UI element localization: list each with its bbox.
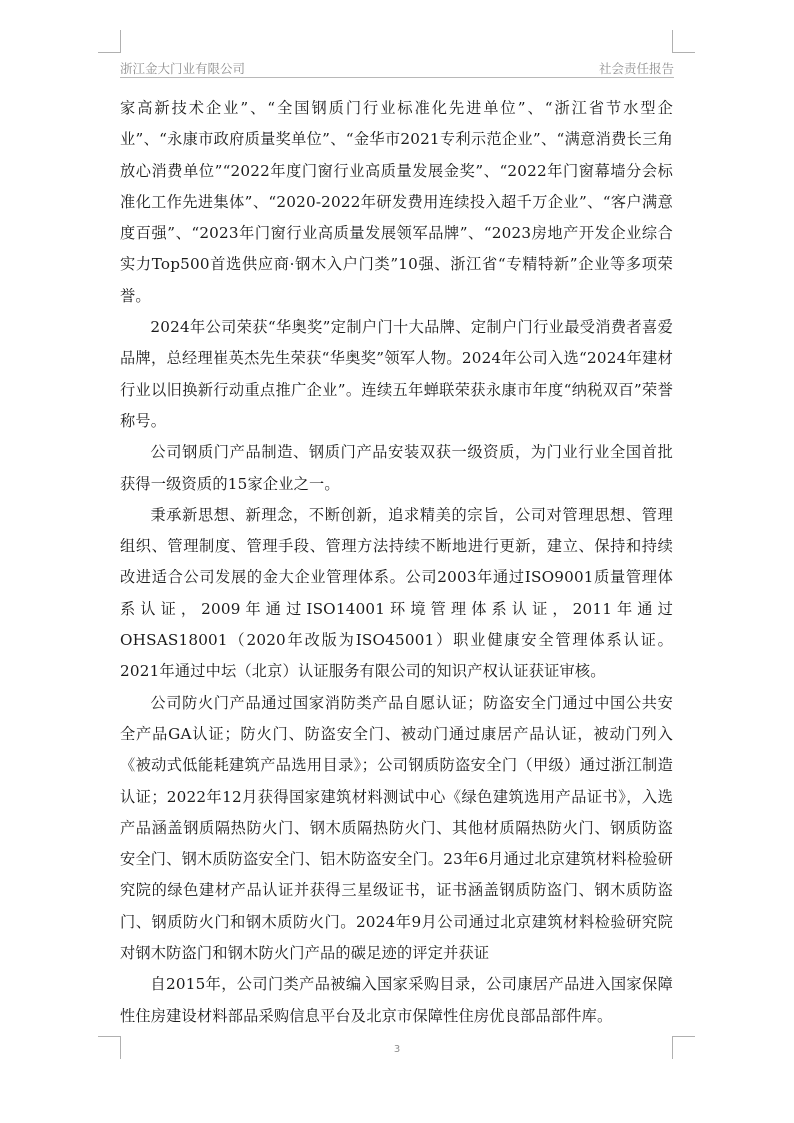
header-report-title: 社会责任报告	[598, 61, 674, 76]
document-body	[120, 93, 673, 1032]
paragraph-management-system: 秉承新思想、新理念，不断创新，追求精美的宗旨，公司对管理思想、管理组织、管理制度、管理手段、管理方法持续不断地进行更新，建立、保持和持续改进适合公司发展的金大企业管理体系。公司2003年通过ISO9001质量管理体系认证，2009年通过ISO14001环境管理体系认证，2011年通过OHSAS18001（2020年改版为ISO45001）职业健康安全管理体系认证。2021年通过中坛（北京）认证服务有限公司的知识产权认证获证审核。	[120, 505, 673, 681]
paragraph-product-certifications: 公司防火门产品通过国家消防类产品自愿认证；防盗安全门通过中国公共安全产品GA认证；防火门、防盗安全门、被动门通过康居产品认证，被动门列入《被动式低能耗建筑产品选用目录》；公司钢质防盗安全门（甲级）通过浙江制造认证；2022年12月获得国家建筑材料测试中心《绿色建筑选用产品证书》，入选产品涵盖钢质隔热防火门、钢木质隔热防火门、其他材质隔热防火门、钢质防盗安全门、钢木质防盗安全门、铝木防盗安全门。23年6月通过北京建筑材料检验研究院的绿色建材产品认证并获得三星级证书，证书涵盖钢质防盗门、钢木质防盗门、钢质防火门和钢木质防火门。2024年9月公司通过北京建筑材料检验研究院对钢木防盗门和钢木防火门产品的碳足迹的评定并获证	[120, 693, 673, 963]
paragraph-qualifications: 公司钢质门产品制造、钢质门产品安装双获一级资质，为门业行业全国首批获得一级资质的15家企业之一。	[120, 443, 673, 493]
paragraph-honors-continued: 家高新技术企业”、“全国钢质门行业标准化先进单位”、“浙江省节水型企业”、“永康市政府质量奖单位”、“金华市2021专利示范企业”、“满意消费长三角放心消费单位”“2022年度门窗行业高质量发展金奖”、“2022年门窗幕墙分会标准化工作先进集体”、“2020-2022年研发费用连续投入超千万企业”、“客户满意度百强”、“2023年门窗行业高质量发展领军品牌”、“2023房地产开发企业综合实力Top500首选供应商·钢木入户门类”10强、浙江省“专精特新”企业等多项荣誉。	[120, 99, 673, 305]
paragraph-procurement: 自2015年，公司门类产品被编入国家采购目录，公司康居产品进入国家保障性住房建设材料部品采购信息平台及北京市保障性住房优良部品部件库。	[120, 975, 673, 1025]
paragraph-2024-awards: 2024年公司荣获“华奥奖”定制户门十大品牌、定制户门行业最受消费者喜爱品牌，总经理崔英杰先生荣获“华奥奖”领军人物。2024年公司入选“2024年建材行业以旧换新行动重点推广企业”。连续五年蝉联荣获永康市年度“纳税双百”荣誉称号。	[120, 318, 673, 430]
crop-mark-top-right	[672, 30, 695, 53]
header-company-name: 浙江金大门业有限公司	[120, 61, 246, 76]
page-number: 3	[393, 1044, 401, 1055]
crop-mark-top-left	[98, 30, 121, 53]
page-header	[120, 59, 674, 78]
